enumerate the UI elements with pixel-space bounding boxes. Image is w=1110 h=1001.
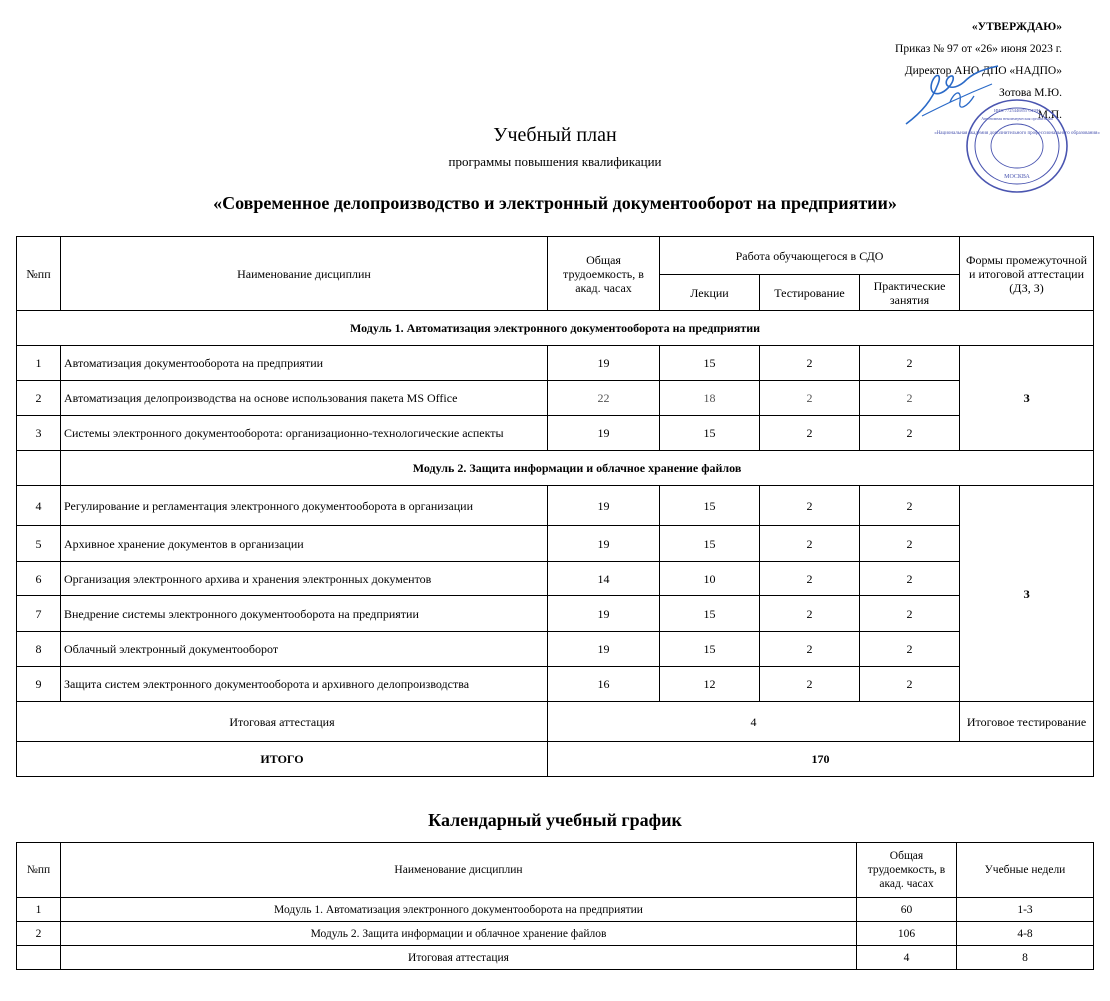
row-lectures: 18 [660, 381, 760, 416]
row-name: Внедрение системы электронного документооборота на предприятии [61, 596, 548, 632]
row-num: 2 [17, 381, 61, 416]
seal-outer-text: Автономная некоммерческая организация [981, 116, 1053, 121]
header-testing: Тестирование [760, 275, 860, 311]
header-name: Наименование дисциплин [61, 237, 548, 311]
schedule-row-total: 4 [857, 946, 957, 970]
page-subtitle: программы повышения квалификации [448, 154, 662, 169]
row-lectures: 15 [660, 346, 760, 381]
row-lectures: 15 [660, 416, 760, 451]
row-total: 19 [548, 526, 660, 562]
row-num: 8 [17, 632, 61, 667]
row-total: 22 [548, 381, 660, 416]
row-practice: 2 [860, 486, 960, 526]
row-practice: 2 [860, 596, 960, 632]
final-attestation-form: Итоговое тестирование [960, 702, 1094, 742]
schedule-row-num: 2 [17, 922, 61, 946]
row-num: 4 [17, 486, 61, 526]
row-testing: 2 [760, 596, 860, 632]
header-work: Работа обучающегося в СДО [660, 237, 960, 275]
row-total: 14 [548, 562, 660, 596]
row-num: 6 [17, 562, 61, 596]
schedule-row-weeks: 1-3 [957, 898, 1094, 922]
header-practice: Практические занятия [860, 275, 960, 311]
header-lectures: Лекции [660, 275, 760, 311]
row-testing: 2 [760, 632, 860, 667]
row-num: 7 [17, 596, 61, 632]
row-name: Защита систем электронного документооборота и архивного делопроизводства [61, 667, 548, 702]
schedule-title: Календарный учебный график [428, 810, 682, 830]
schedule-header-weeks: Учебные недели [957, 843, 1094, 898]
schedule-row-weeks: 4-8 [957, 922, 1094, 946]
schedule-row-name: Итоговая аттестация [61, 946, 857, 970]
row-lectures: 12 [660, 667, 760, 702]
row-practice: 2 [860, 381, 960, 416]
schedule-header-num: №пп [17, 843, 61, 898]
approval-stamp-place: М.П. [1037, 109, 1062, 121]
row-lectures: 15 [660, 486, 760, 526]
schedule-row-num [17, 946, 61, 970]
schedule-row-name: Модуль 1. Автоматизация электронного документооборота на предприятии [61, 898, 857, 922]
row-practice: 2 [860, 632, 960, 667]
row-total: 19 [548, 416, 660, 451]
row-num: 5 [17, 526, 61, 562]
module-2-num-cell [17, 451, 61, 486]
schedule-row-num: 1 [17, 898, 61, 922]
row-num: 9 [17, 667, 61, 702]
row-name: Автоматизация документооборота на предприятии [61, 346, 548, 381]
schedule-header-total: Общая трудоемкость, в акад. часах [857, 843, 957, 898]
row-testing: 2 [760, 562, 860, 596]
seal-center-text: «Национальная академия дополнительного профессионального образования» [934, 131, 1100, 136]
final-attestation-hours: 4 [548, 702, 960, 742]
row-total: 19 [548, 486, 660, 526]
row-name: Архивное хранение документов в организации [61, 526, 548, 562]
row-num: 3 [17, 416, 61, 451]
schedule-header-name: Наименование дисциплин [61, 843, 857, 898]
row-testing: 2 [760, 346, 860, 381]
row-name: Организация электронного архива и хранения электронных документов [61, 562, 548, 596]
final-attestation-label: Итоговая аттестация [17, 702, 548, 742]
schedule-row-name: Модуль 2. Защита информации и облачное хранение файлов [61, 922, 857, 946]
row-testing: 2 [760, 381, 860, 416]
course-name: «Современное делопроизводство и электронный документооборот на предприятии» [213, 193, 897, 213]
module-1-form: З [960, 346, 1094, 451]
row-lectures: 15 [660, 632, 760, 667]
total-hours: 170 [548, 742, 1094, 777]
total-label: ИТОГО [17, 742, 548, 777]
row-practice: 2 [860, 416, 960, 451]
row-testing: 2 [760, 486, 860, 526]
row-testing: 2 [760, 416, 860, 451]
schedule-table [16, 842, 1094, 970]
schedule-row-weeks: 8 [957, 946, 1094, 970]
approval-name: Зотова М.Ю. [998, 87, 1062, 99]
seal-codes: ИНН 7725446855 ОГРН [993, 108, 1041, 113]
row-name: Автоматизация делопроизводства на основе использования пакета MS Office [61, 381, 548, 416]
row-total: 16 [548, 667, 660, 702]
row-testing: 2 [760, 526, 860, 562]
row-testing: 2 [760, 667, 860, 702]
row-total: 19 [548, 596, 660, 632]
row-total: 19 [548, 346, 660, 381]
approval-heading: «УТВЕРЖДАЮ» [971, 21, 1062, 33]
page-title: Учебный план [493, 124, 617, 146]
row-practice: 2 [860, 526, 960, 562]
seal-city: МОСКВА [1004, 174, 1030, 180]
module-1-title: Модуль 1. Автоматизация электронного документооборота на предприятии [17, 311, 1094, 346]
curriculum-table [16, 236, 1094, 777]
schedule-row-total: 106 [857, 922, 957, 946]
row-practice: 2 [860, 346, 960, 381]
row-name: Регулирование и регламентация электронного документооборота в организации [61, 486, 548, 526]
row-total: 19 [548, 632, 660, 667]
header-forms: Формы промежуточной и итоговой аттестации (ДЗ, З) [960, 237, 1094, 311]
row-practice: 2 [860, 562, 960, 596]
row-lectures: 15 [660, 526, 760, 562]
row-name: Облачный электронный документооборот [61, 632, 548, 667]
module-2-title: Модуль 2. Защита информации и облачное хранение файлов [61, 451, 1094, 486]
header-total: Общая трудоемкость, в акад. часах [548, 237, 660, 311]
row-lectures: 15 [660, 596, 760, 632]
approval-order: Приказ № 97 от «26» июня 2023 г. [895, 43, 1062, 55]
row-lectures: 10 [660, 562, 760, 596]
header-num: №пп [17, 237, 61, 311]
row-num: 1 [17, 346, 61, 381]
approval-director: Директор АНО ДПО «НАДПО» [904, 65, 1062, 77]
schedule-row-total: 60 [857, 898, 957, 922]
row-name: Системы электронного документооборота: организационно-технологические аспекты [61, 416, 548, 451]
row-practice: 2 [860, 667, 960, 702]
module-2-form: З [960, 486, 1094, 702]
